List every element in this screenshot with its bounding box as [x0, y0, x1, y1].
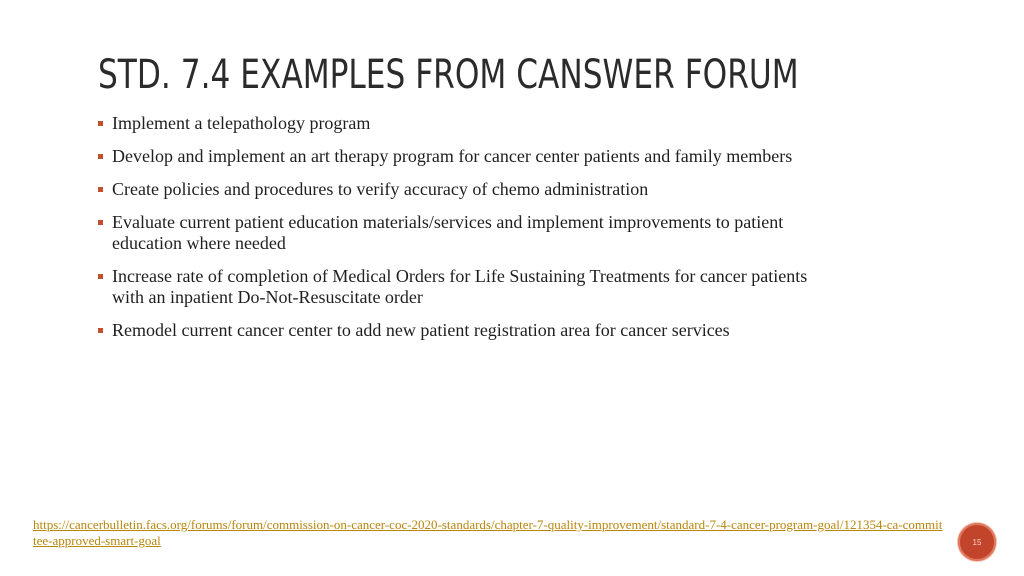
square-bullet-icon [98, 121, 103, 126]
square-bullet-icon [98, 154, 103, 159]
bullet-item [98, 179, 818, 200]
bullet-item [98, 266, 818, 308]
page-number: 15 [972, 537, 982, 547]
bullet-item [98, 320, 818, 341]
bullet-item [98, 146, 818, 167]
bullet-item [98, 212, 818, 254]
bullet-text: Develop and implement an art therapy program for cancer center patients and family members [112, 146, 793, 166]
bullet-list [98, 113, 818, 353]
bullet-text: Remodel current cancer center to add new patient registration area for cancer services [112, 320, 730, 340]
bullet-text: Implement a telepathology program [112, 113, 371, 133]
bullet-text: Increase rate of completion of Medical Orders for Life Sustaining Treatments for cancer patients with an inpatient Do-Not-Resuscitate order [112, 266, 808, 307]
square-bullet-icon [98, 328, 103, 333]
bullet-text: Create policies and procedures to verify accuracy of chemo administration [112, 179, 649, 199]
square-bullet-icon [98, 187, 103, 192]
page-number-badge [958, 523, 996, 561]
bullet-item [98, 113, 818, 134]
slide-title: STD. 7.4 EXAMPLES FROM CANSWER FORUM [98, 52, 799, 98]
square-bullet-icon [98, 220, 103, 225]
source-link[interactable]: https://cancerbulletin.facs.org/forums/forum/commission-on-cancer-coc-2020-standards/chapter-7-quality-improvement/standard-7-4-cancer-program-goal/121354-ca-committee-approved-smart-goal [33, 517, 943, 548]
square-bullet-icon [98, 274, 103, 279]
bullet-text: Evaluate current patient education materials/services and implement improvements to patient education where needed [112, 212, 784, 253]
